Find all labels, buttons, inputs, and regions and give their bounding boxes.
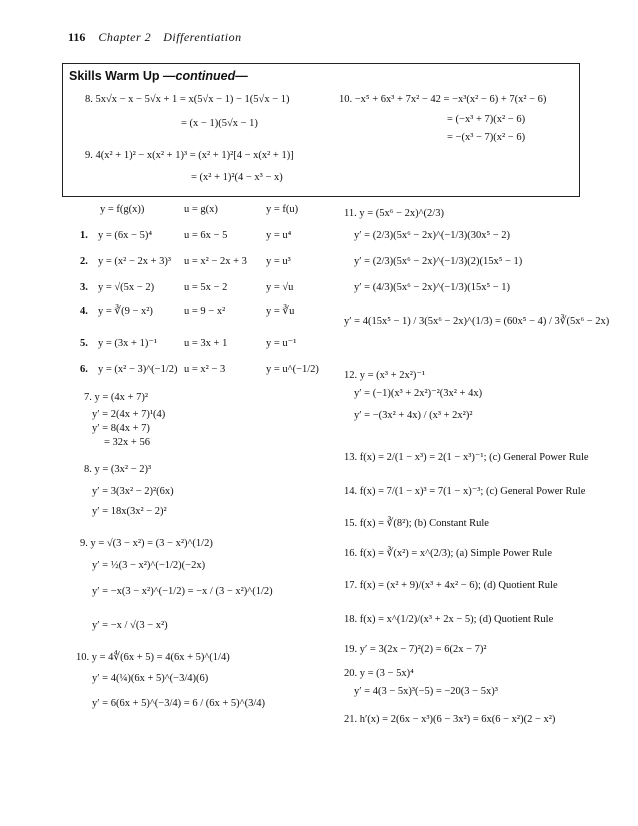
box-line: 8. 5x√x − x − 5√x + 1 = x(5√x − 1) − 1(5√x − 1) bbox=[85, 94, 290, 105]
box-line: = (x² + 1)²(4 − x³ − x) bbox=[191, 172, 283, 183]
left-line: 7. y = (4x + 7)² bbox=[84, 392, 148, 403]
left-line: 10. y = 4∜(6x + 5) = 4(6x + 5)^(1/4) bbox=[76, 652, 230, 663]
table-header-outer: y = f(u) bbox=[266, 204, 299, 215]
table-cell: y = (3x + 1)⁻¹ bbox=[98, 338, 158, 349]
table-cell: u = 9 − x² bbox=[184, 306, 226, 317]
box-title bbox=[69, 69, 248, 83]
right-line: y′ = 4(15x⁵ − 1) / 3(5x⁶ − 2x)^(1/3) = (60x⁵ − 4) / 3∛(5x⁶ − 2x) bbox=[344, 316, 610, 327]
right-line: 14. f(x) = 7/(1 − x)³ = 7(1 − x)⁻³; (c) General Power Rule bbox=[344, 486, 586, 497]
right-line: 12. y = (x³ + 2x²)⁻¹ bbox=[344, 370, 426, 381]
right-line: y′ = −(3x² + 4x) / (x³ + 2x²)² bbox=[354, 410, 473, 421]
table-cell: u = x² − 3 bbox=[184, 364, 226, 375]
box-line: = (x − 1)(5√x − 1) bbox=[181, 118, 258, 129]
right-line: y′ = (2/3)(5x⁶ − 2x)^(−1/3)(30x⁵ − 2) bbox=[354, 230, 511, 241]
right-line: y′ = (4/3)(5x⁶ − 2x)^(−1/3)(15x⁵ − 1) bbox=[354, 282, 511, 293]
box-line: 10. −x⁵ + 6x³ + 7x² − 42 = −x³(x² − 6) + 7(x² − 6) bbox=[339, 94, 547, 105]
table-cell: u = 5x − 2 bbox=[184, 282, 228, 293]
chapter-title: Differentiation bbox=[163, 30, 242, 44]
left-line: y′ = −x(3 − x²)^(−1/2) = −x / (3 − x²)^(1/2) bbox=[92, 586, 273, 597]
table-row-number: 6. bbox=[80, 364, 88, 375]
right-line: 11. y = (5x⁶ − 2x)^(2/3) bbox=[344, 208, 444, 219]
left-line: = 32x + 56 bbox=[104, 437, 150, 448]
table-cell: y = u⁴ bbox=[266, 230, 292, 241]
right-line: 20. y = (3 − 5x)⁴ bbox=[344, 668, 414, 679]
left-line: y′ = 18x(3x² − 2)² bbox=[92, 506, 167, 517]
left-line: y′ = 6(6x + 5)^(−3/4) = 6 / (6x + 5)^(3/4) bbox=[92, 698, 265, 709]
right-line: 19. y′ = 3(2x − 7)²(2) = 6(2x − 7)² bbox=[344, 644, 487, 655]
box-line: = (−x³ + 7)(x² − 6) bbox=[447, 114, 526, 125]
right-line: 18. f(x) = x^(1/2)/(x³ + 2x − 5); (d) Quotient Rule bbox=[344, 614, 554, 625]
table-cell: y = u³ bbox=[266, 256, 291, 267]
left-line: y′ = 3(3x² − 2)²(6x) bbox=[92, 486, 174, 497]
right-line: 13. f(x) = 2/(1 − x³) = 2(1 − x³)⁻¹; (c) General Power Rule bbox=[344, 452, 589, 463]
page-number: 116 bbox=[68, 30, 86, 44]
right-line: 17. f(x) = (x² + 9)/(x³ + 4x² − 6); (d) Quotient Rule bbox=[344, 580, 558, 591]
page-header bbox=[68, 30, 242, 45]
left-line: y′ = 4(¼)(6x + 5)^(−3/4)(6) bbox=[92, 673, 209, 684]
right-line: 21. h′(x) = 2(6x − x³)(6 − 3x²) = 6x(6 − x²)(2 − x²) bbox=[344, 714, 556, 725]
left-line: y′ = −x / √(3 − x²) bbox=[92, 620, 168, 631]
box-title-continued: —continued— bbox=[163, 69, 248, 83]
right-line: y′ = (2/3)(5x⁶ − 2x)^(−1/3)(2)(15x⁵ − 1) bbox=[354, 256, 523, 267]
table-cell: y = u⁻¹ bbox=[266, 338, 297, 349]
table-row-number: 1. bbox=[80, 230, 88, 241]
box-line: 9. 4(x² + 1)² − x(x² + 1)³ = (x² + 1)²[4 − x(x² + 1)] bbox=[85, 150, 294, 161]
table-cell: y = √u bbox=[266, 282, 294, 293]
table-row-number: 2. bbox=[80, 256, 88, 267]
left-line: 8. y = (3x² − 2)³ bbox=[84, 464, 152, 475]
right-line: y′ = 4(3 − 5x)³(−5) = −20(3 − 5x)³ bbox=[354, 686, 498, 697]
table-header-inner: u = g(x) bbox=[184, 204, 218, 215]
table-cell: u = 6x − 5 bbox=[184, 230, 228, 241]
table-cell: y = √(5x − 2) bbox=[98, 282, 155, 293]
table-row-number: 4. bbox=[80, 306, 88, 317]
skills-warm-up-box bbox=[62, 63, 580, 197]
left-line: 9. y = √(3 − x²) = (3 − x²)^(1/2) bbox=[80, 538, 213, 549]
chapter-label: Chapter 2 bbox=[98, 30, 152, 44]
table-cell: y = u^(−1/2) bbox=[266, 364, 319, 375]
table-cell: y = (x² − 2x + 3)³ bbox=[98, 256, 172, 267]
table-cell: u = x² − 2x + 3 bbox=[184, 256, 247, 267]
left-line: y′ = 2(4x + 7)¹(4) bbox=[92, 409, 166, 420]
table-cell: u = 3x + 1 bbox=[184, 338, 228, 349]
right-line: 15. f(x) = ∛(8²); (b) Constant Rule bbox=[344, 518, 489, 529]
table-row-number: 5. bbox=[80, 338, 88, 349]
table-cell: y = ∛(9 − x²) bbox=[98, 306, 153, 317]
right-line: 16. f(x) = ∛(x²) = x^(2/3); (a) Simple Power Rule bbox=[344, 548, 552, 559]
left-line: y′ = ½(3 − x²)^(−1/2)(−2x) bbox=[92, 560, 206, 571]
table-row-number: 3. bbox=[80, 282, 88, 293]
table-cell: y = ∛u bbox=[266, 306, 295, 317]
box-line: = −(x³ − 7)(x² − 6) bbox=[447, 132, 526, 143]
table-cell: y = (x² − 3)^(−1/2) bbox=[98, 364, 178, 375]
right-line: y′ = (−1)(x³ + 2x²)⁻²(3x² + 4x) bbox=[354, 388, 483, 399]
box-title-main: Skills Warm Up bbox=[69, 69, 160, 83]
left-line: y′ = 8(4x + 7) bbox=[92, 423, 150, 434]
table-cell: y = (6x − 5)⁴ bbox=[98, 230, 152, 241]
table-header-composite: y = f(g(x)) bbox=[100, 204, 145, 215]
